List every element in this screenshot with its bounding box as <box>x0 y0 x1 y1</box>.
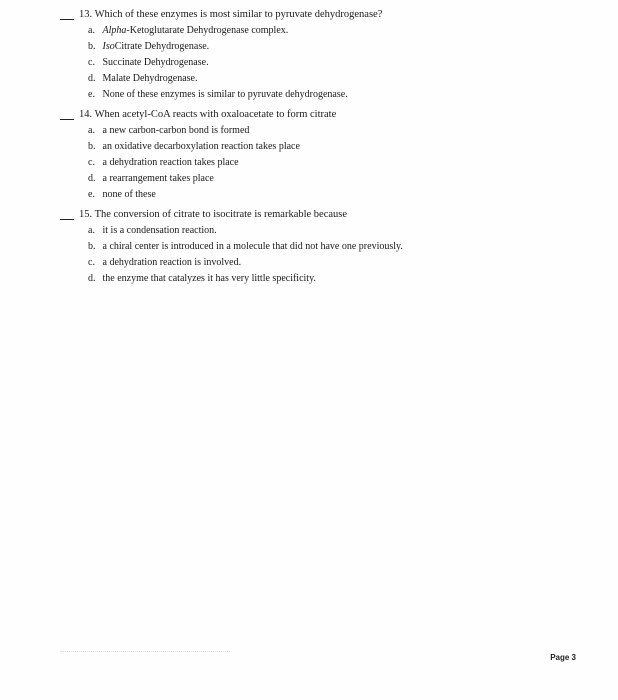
option-italic-prefix: Alpha <box>102 25 127 36</box>
option-a <box>88 124 580 140</box>
option-d <box>88 272 580 288</box>
option-italic-prefix: Iso <box>102 41 115 52</box>
answer-blank[interactable] <box>60 19 74 20</box>
question-stem <box>79 208 347 222</box>
question-stem-line <box>60 208 580 224</box>
option-d <box>88 72 580 88</box>
option-letter: b. <box>88 41 96 52</box>
question-number: 14. <box>79 109 93 120</box>
option-c <box>88 156 580 172</box>
option-text: Citrate Dehydrogenase. <box>114 41 210 52</box>
option-e <box>88 88 580 104</box>
question-stem-line <box>60 108 580 124</box>
option-letter: c. <box>88 57 95 68</box>
answer-blank[interactable] <box>60 219 74 220</box>
option-text: a rearrangement takes place <box>102 173 214 184</box>
question-13 <box>60 8 580 104</box>
option-letter: b. <box>88 241 96 252</box>
question-14 <box>60 108 580 204</box>
option-text: Malate Dehydrogenase. <box>102 73 198 84</box>
option-d <box>88 172 580 188</box>
option-text: the enzyme that catalyzes it has very little specificity. <box>102 273 316 284</box>
option-b <box>88 240 580 256</box>
option-text: a dehydration reaction takes place <box>102 157 239 168</box>
option-letter: e. <box>88 189 95 200</box>
option-letter: c. <box>88 157 95 168</box>
option-letter: e. <box>88 89 95 100</box>
option-a <box>88 24 580 40</box>
option-letter: c. <box>88 257 95 268</box>
option-letter: a. <box>88 125 95 136</box>
option-text: a new carbon-carbon bond is formed <box>102 125 250 136</box>
option-b <box>88 40 580 56</box>
option-c <box>88 256 580 272</box>
option-text: a chiral center is introduced in a molecule that did not have one previously. <box>102 241 403 252</box>
question-text: The conversion of citrate to isocitrate is remarkable because <box>94 209 348 220</box>
option-a <box>88 224 580 240</box>
option-text: it is a condensation reaction. <box>102 225 217 236</box>
question-number: 15. <box>79 209 93 220</box>
option-letter: d. <box>88 73 96 84</box>
option-text: an oxidative decarboxylation reaction takes place <box>102 141 300 152</box>
option-letter: d. <box>88 173 96 184</box>
option-e <box>88 188 580 204</box>
option-text: Succinate Dehydrogenase. <box>102 57 209 68</box>
option-text: None of these enzymes is similar to pyruvate dehydrogenase. <box>102 89 348 100</box>
page-number: Page 3 <box>550 653 576 662</box>
option-c <box>88 56 580 72</box>
option-letter: a. <box>88 225 95 236</box>
option-letter: a. <box>88 25 95 36</box>
option-letter: d. <box>88 273 96 284</box>
question-number: 13. <box>79 9 93 20</box>
question-stem-line <box>60 8 580 24</box>
option-text: -Ketoglutarate Dehydrogenase complex. <box>126 25 289 36</box>
footer-scan-smudge <box>60 651 230 658</box>
option-b <box>88 140 580 156</box>
question-text: When acetyl-CoA reacts with oxaloacetate to form citrate <box>94 109 337 120</box>
option-text: a dehydration reaction is involved. <box>102 257 242 268</box>
option-letter: b. <box>88 141 96 152</box>
option-text: none of these <box>102 189 156 200</box>
answer-blank[interactable] <box>60 119 74 120</box>
question-stem <box>79 8 382 22</box>
question-text: Which of these enzymes is most similar to pyruvate dehydrogenase? <box>94 9 383 20</box>
question-stem <box>79 108 336 122</box>
question-15 <box>60 208 580 288</box>
